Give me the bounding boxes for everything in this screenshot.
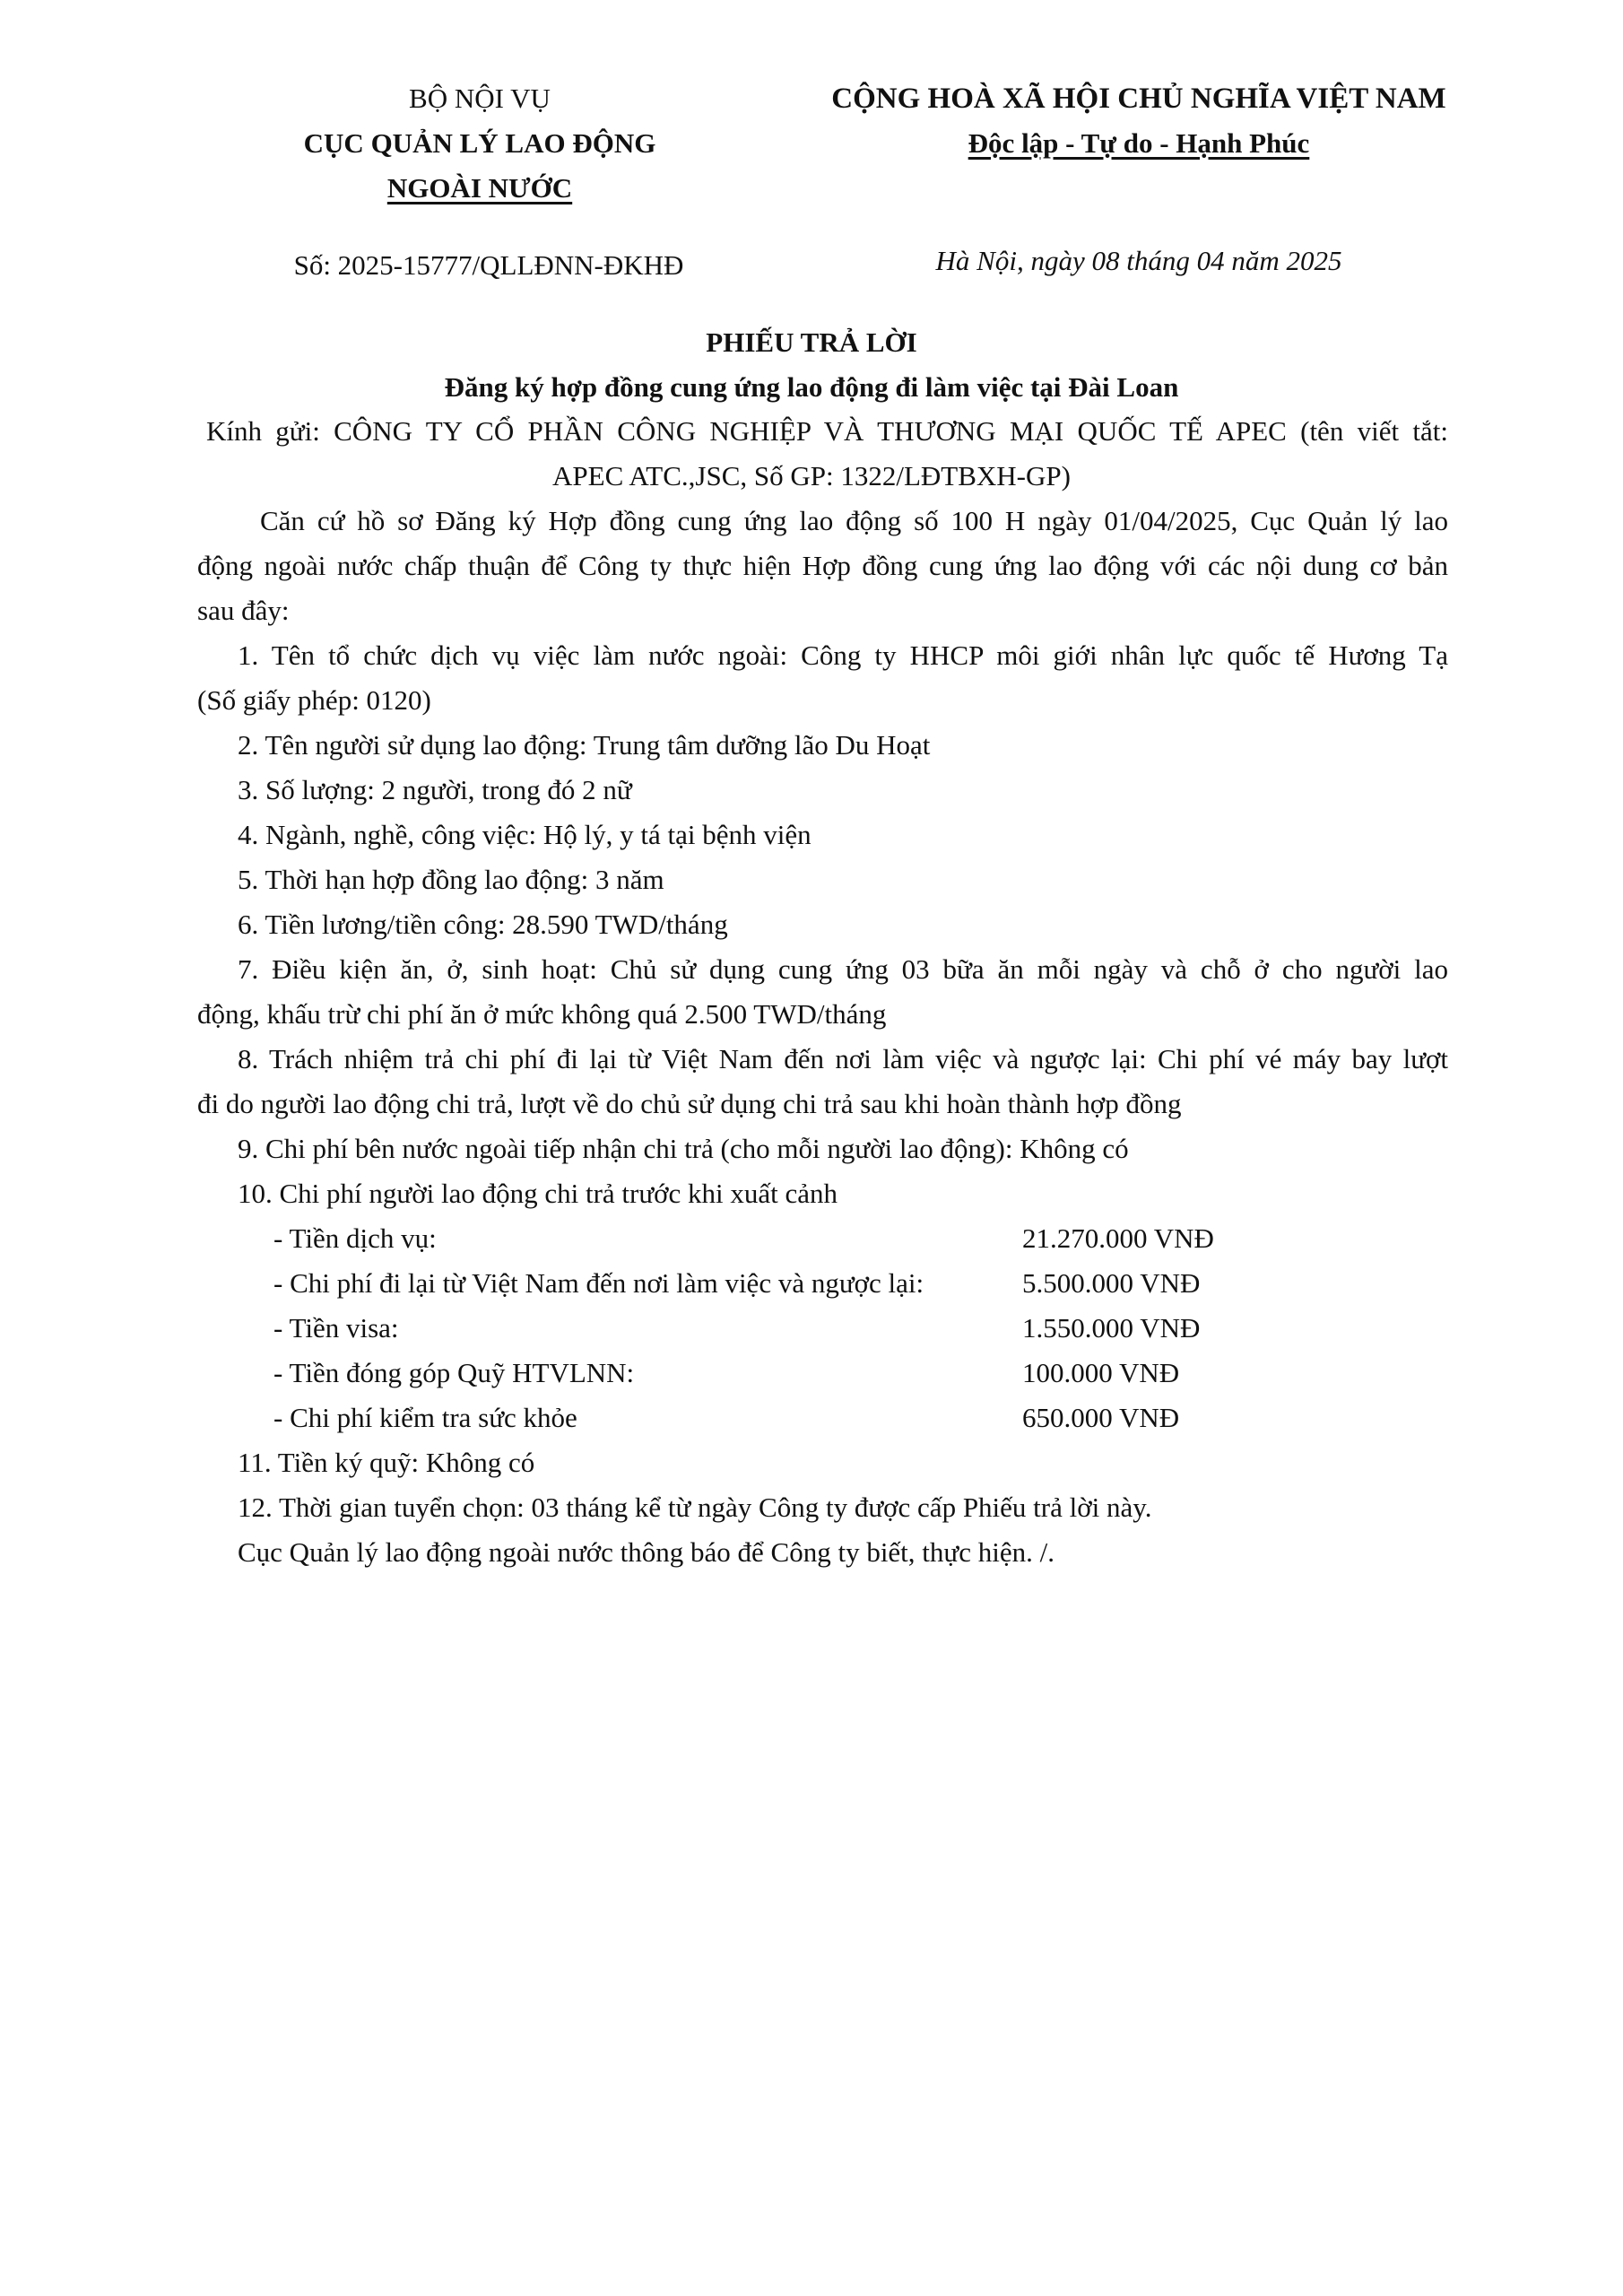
fee-label: - Chi phí đi lại từ Việt Nam đến nơi làm việc và ngược lại:	[273, 1267, 924, 1299]
fee-label: - Tiền đóng góp Quỹ HTVLNN:	[273, 1357, 635, 1388]
fee-value: 21.270.000 VNĐ	[1022, 1222, 1214, 1254]
document-subtitle: Đăng ký hợp đồng cung ứng lao động đi làm việc tại Đài Loan	[444, 371, 1179, 403]
national-title: CỘNG HOÀ XÃ HỘI CHỦ NGHĨA VIỆT NAM	[831, 83, 1446, 115]
fee-value: 1.550.000 VNĐ	[1022, 1312, 1201, 1344]
fee-label: - Chi phí kiểm tra sức khỏe	[273, 1402, 577, 1433]
recipient-line1: Kính gửi: CÔNG TY CỔ PHẦN CÔNG NGHIỆP VÀ THƯƠNG MẠI QUỐC TẾ APEC (tên viết tắt:	[206, 415, 1448, 447]
item-9: 9. Chi phí bên nước ngoài tiếp nhận chi trả (cho mỗi người lao động): Không có	[238, 1133, 1129, 1164]
agency-name-line2: NGOÀI NƯỚC	[386, 172, 573, 204]
item-1-line2: (Số giấy phép: 0120)	[197, 684, 431, 716]
agency-name-line2-wrap	[206, 172, 753, 204]
fee-value: 100.000 VNĐ	[1022, 1357, 1180, 1388]
fee-label: - Tiền dịch vụ:	[273, 1222, 437, 1254]
item-2: 2. Tên người sử dụng lao động: Trung tâm dưỡng lão Du Hoạt	[238, 729, 931, 761]
document-title: PHIẾU TRẢ LỜI	[706, 326, 917, 358]
motto-wrap	[789, 127, 1488, 160]
closing-statement: Cục Quản lý lao động ngoài nước thông báo để Công ty biết, thực hiện. /.	[238, 1536, 1055, 1568]
item-8-line2: đi do người lao động chi trả, lượt về do chủ sử dụng chi trả sau khi hoàn thành hợp đồng	[197, 1088, 1182, 1119]
agency-name-line1: CỤC QUẢN LÝ LAO ĐỘNG	[303, 127, 656, 159]
item-6: 6. Tiền lương/tiền công: 28.590 TWD/tháng	[238, 909, 728, 940]
fee-value: 5.500.000 VNĐ	[1022, 1267, 1201, 1299]
item-11: 11. Tiền ký quỹ: Không có	[238, 1447, 535, 1478]
intro-line1: Căn cứ hồ sơ Đăng ký Hợp đồng cung ứng lao động số 100 H ngày 01/04/2025, Cục Quản lý lao	[260, 505, 1448, 536]
item-7-line1: 7. Điều kiện ăn, ở, sinh hoạt: Chủ sử dụng cung ứng 03 bữa ăn mỗi ngày và chỗ ở cho người lao	[238, 953, 1448, 985]
item-5: 5. Thời hạn hợp đồng lao động: 3 năm	[238, 864, 664, 895]
document-number: Số: 2025-15777/QLLĐNN-ĐKHĐ	[293, 249, 684, 281]
item-12: 12. Thời gian tuyển chọn: 03 tháng kể từ ngày Công ty được cấp Phiếu trả lời này.	[238, 1492, 1152, 1523]
fee-label: - Tiền visa:	[273, 1312, 399, 1344]
intro-line3: sau đây:	[197, 595, 290, 626]
intro-line2: động ngoài nước chấp thuận để Công ty thực hiện Hợp đồng cung ứng lao động với các nội dung cơ bản	[197, 550, 1448, 581]
item-7-line2: động, khấu trừ chi phí ăn ở mức không quá 2.500 TWD/tháng	[197, 998, 887, 1030]
item-4: 4. Ngành, nghề, công việc: Hộ lý, y tá tại bệnh viện	[238, 819, 812, 850]
ministry-name: BỘ NỘI VỤ	[409, 83, 551, 114]
fee-value: 650.000 VNĐ	[1022, 1402, 1180, 1433]
recipient-line2: APEC ATC.,JSC, Số GP: 1322/LĐTBXH-GP)	[552, 460, 1071, 491]
place-date: Hà Nội, ngày 08 tháng 04 năm 2025	[935, 245, 1342, 276]
item-8-line1: 8. Trách nhiệm trả chi phí đi lại từ Việt Nam đến nơi làm việc và ngược lại: Chi phí vé máy bay lượt	[238, 1043, 1448, 1074]
motto: Độc lập - Tự do - Hạnh Phúc	[968, 127, 1310, 159]
item-3: 3. Số lượng: 2 người, trong đó 2 nữ	[238, 774, 632, 805]
item-1-line1: 1. Tên tổ chức dịch vụ việc làm nước ngoài: Công ty HHCP môi giới nhân lực quốc tế Hương Tạ	[238, 639, 1448, 671]
item-10: 10. Chi phí người lao động chi trả trước khi xuất cảnh	[238, 1178, 838, 1209]
